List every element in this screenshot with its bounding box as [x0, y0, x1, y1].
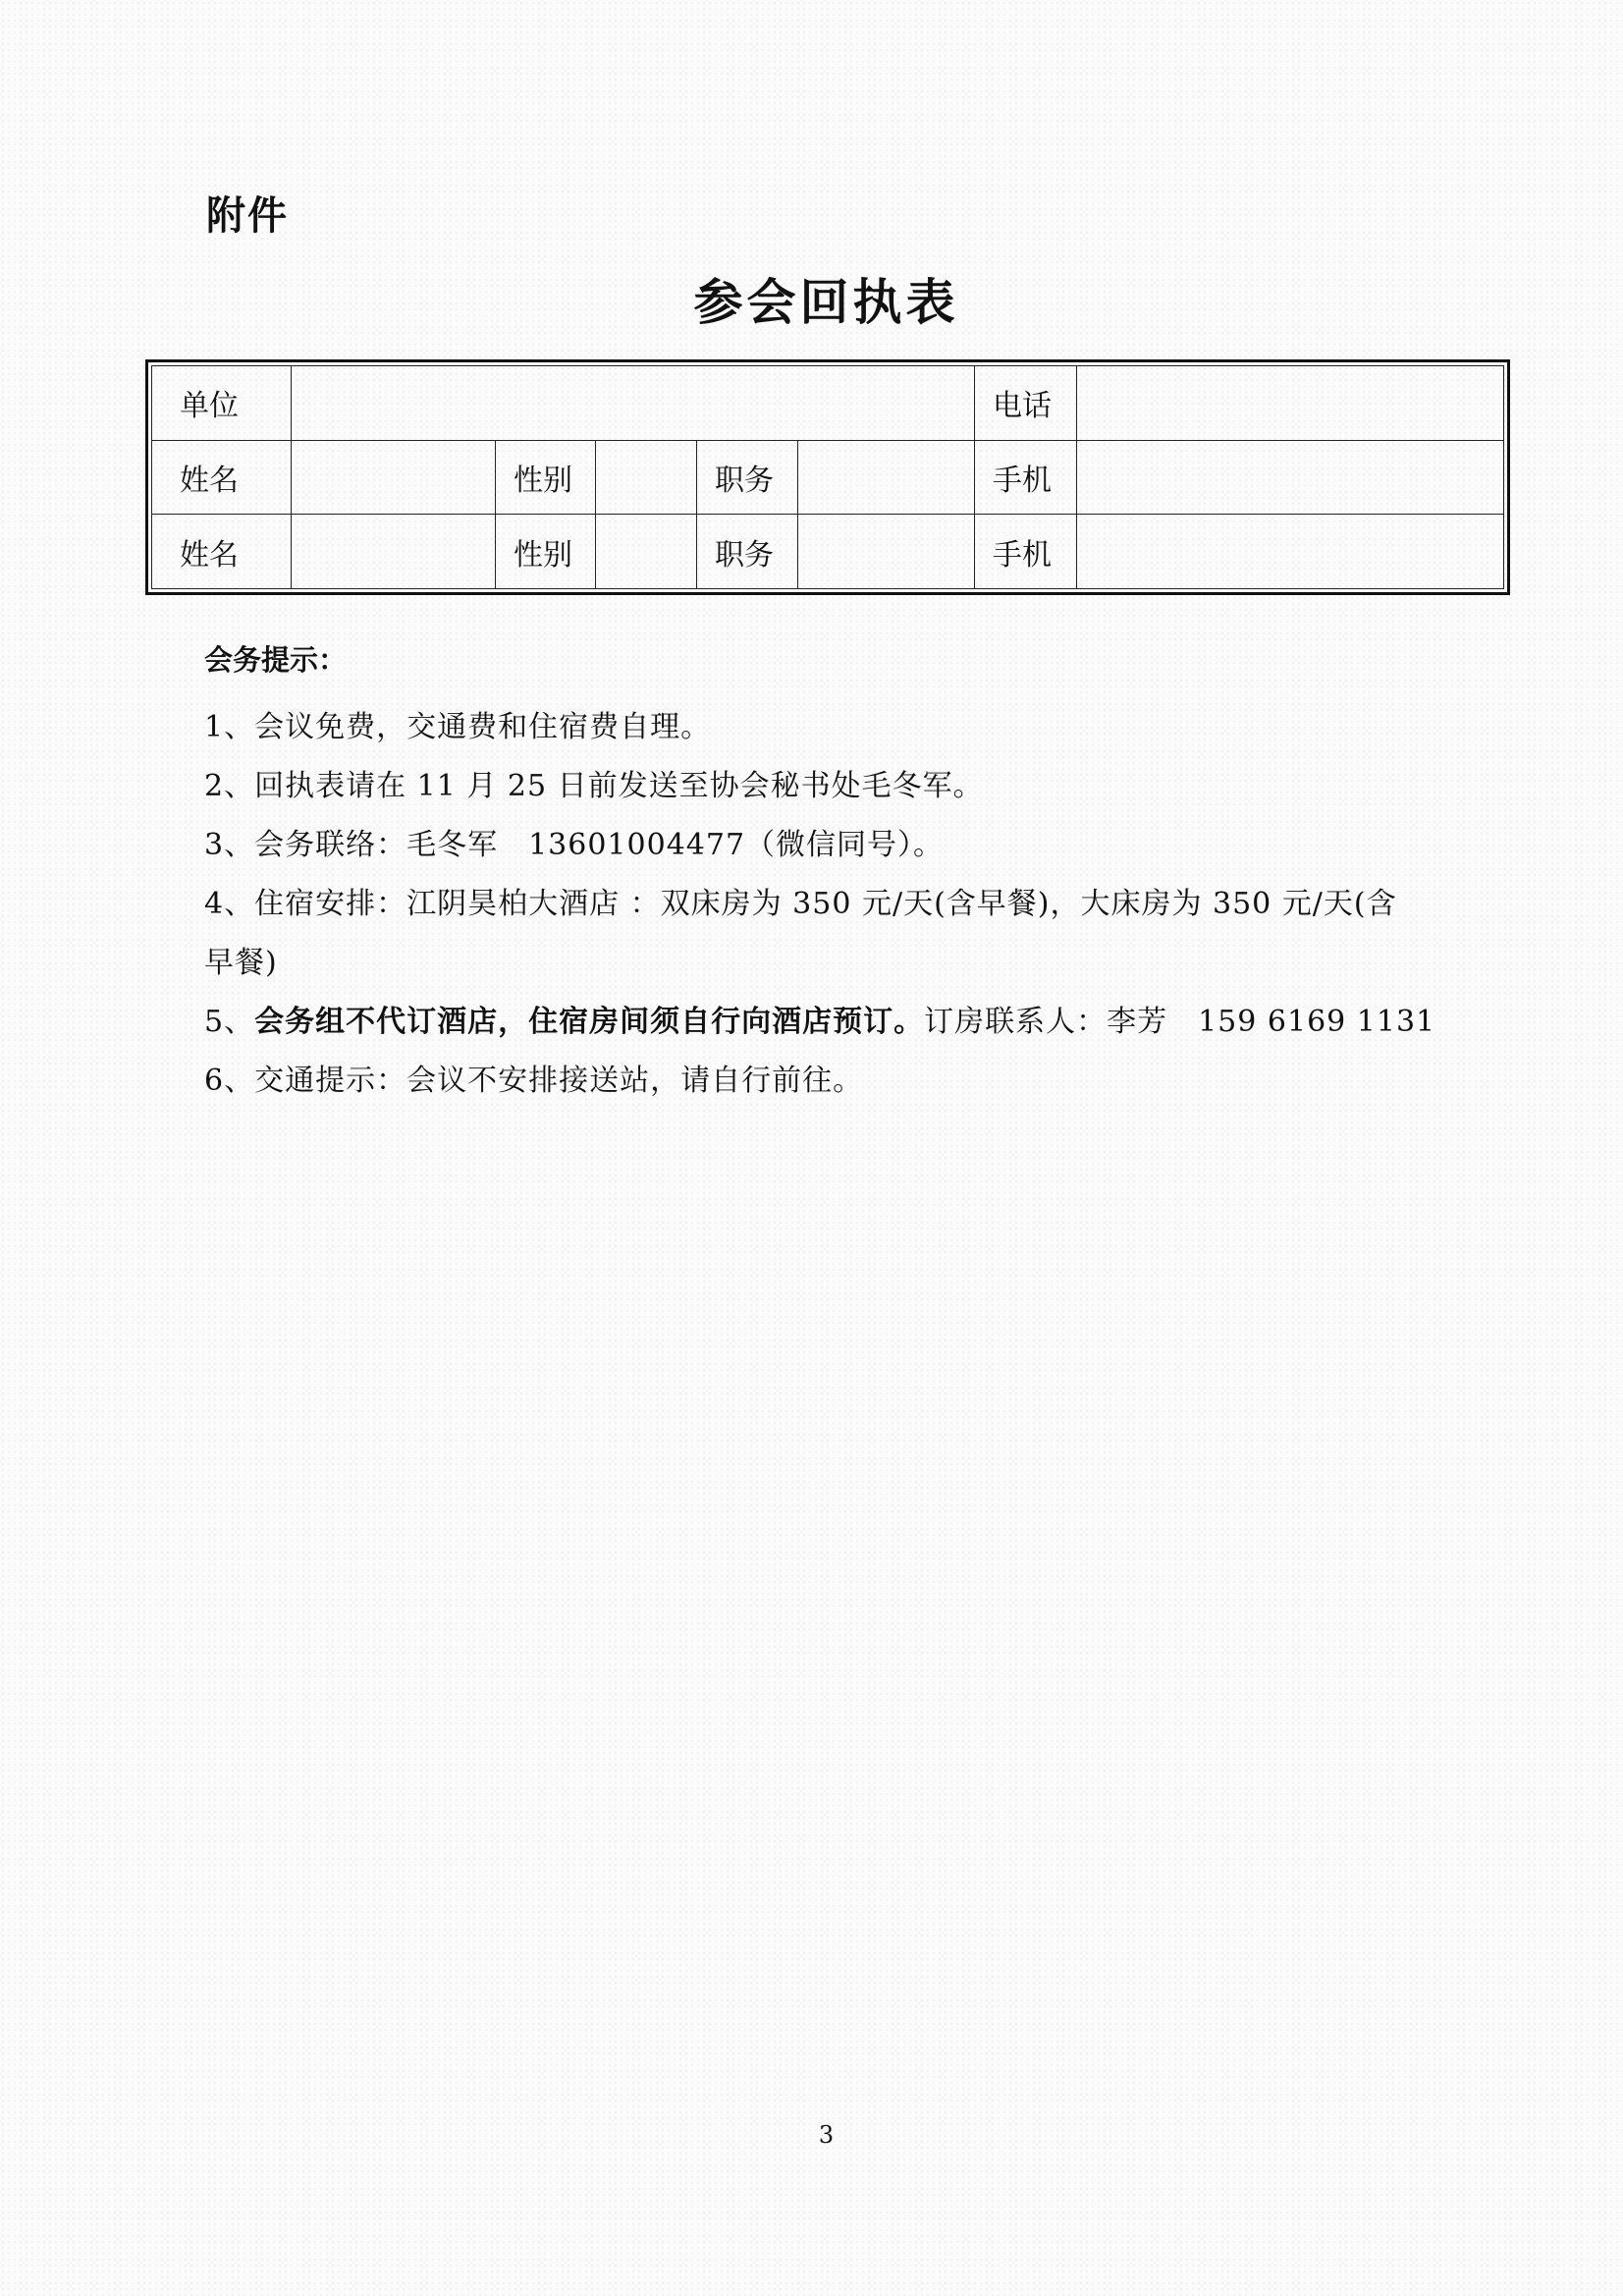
note-item-5 [204, 993, 1481, 1052]
registration-form [145, 359, 1510, 595]
mobile-field[interactable] [1077, 515, 1504, 589]
note-item-1: 1、会议免费，交通费和住宿费自理。 [204, 710, 712, 744]
mobile-label: 手机 [975, 515, 1077, 589]
name-label: 姓名 [152, 440, 292, 515]
name-field[interactable] [292, 515, 496, 589]
unit-field[interactable] [292, 366, 975, 441]
registration-table [151, 365, 1504, 589]
position-field[interactable] [798, 515, 975, 589]
form-row-attendee-2 [152, 515, 1504, 589]
note-item-2: 2、回执表请在 11 月 25 日前发送至协会秘书处毛冬军。 [204, 769, 984, 803]
attachment-label: 附件 [206, 193, 289, 239]
name-field[interactable] [292, 440, 496, 515]
form-row-attendee-1 [152, 440, 1504, 515]
mobile-field[interactable] [1077, 440, 1504, 515]
meeting-notes [204, 638, 1481, 1111]
note-item-3: 3、会务联络：毛冬军 13601004477（微信同号）。 [204, 828, 945, 862]
mobile-label: 手机 [975, 440, 1077, 515]
unit-label: 单位 [152, 366, 292, 441]
gender-label: 性别 [496, 440, 596, 515]
position-label: 职务 [697, 515, 798, 589]
note-item-4: 4、住宿安排：江阴昊柏大酒店 ：双床房为 350 元/天(含早餐)，大床房为 350 元/天(含 [204, 887, 1397, 921]
position-field[interactable] [798, 440, 975, 515]
gender-field[interactable] [596, 440, 697, 515]
form-row-unit [152, 366, 1504, 441]
name-label: 姓名 [152, 515, 292, 589]
note-item-5-contact: 订房联系人：李芳 159 6169 1131 [924, 1005, 1436, 1039]
gender-label: 性别 [496, 515, 596, 589]
page-title: 参会回执表 [693, 274, 959, 331]
note-item-6: 6、交通提示：会议不安排接送站，请自行前往。 [204, 1064, 864, 1098]
gender-field[interactable] [596, 515, 697, 589]
phone-field[interactable] [1077, 366, 1504, 441]
phone-label: 电话 [975, 366, 1077, 441]
note-item-4-continued: 早餐) [204, 946, 278, 980]
note-item-5-number: 5、 [204, 1005, 255, 1039]
note-item-5-bold: 会务组不代订酒店，住宿房间须自行向酒店预订。 [254, 1005, 925, 1039]
notes-heading: 会务提示： [204, 643, 348, 677]
page-number: 3 [818, 2121, 835, 2149]
position-label: 职务 [697, 440, 798, 515]
